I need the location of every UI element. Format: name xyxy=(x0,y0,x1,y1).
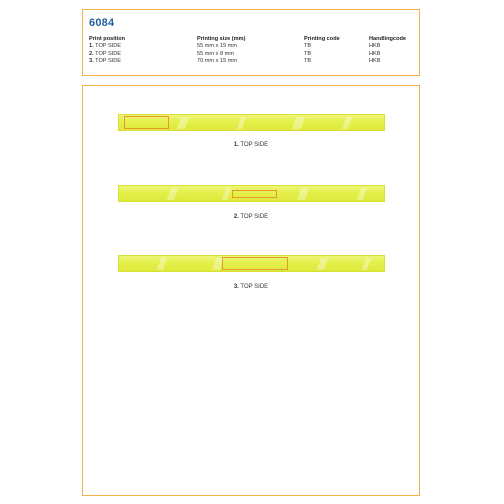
cell-printing-size: 55 mm x 8 mm xyxy=(197,50,234,57)
product-code: 6084 xyxy=(89,17,115,29)
print-area-outline xyxy=(124,116,169,129)
cell-printing-code: TB xyxy=(304,43,312,50)
row-number: 1. xyxy=(89,43,94,50)
position-text: TOP SIDE xyxy=(95,43,122,50)
print-view-3 xyxy=(83,252,419,302)
product-ruler-image xyxy=(118,255,385,272)
product-info-box xyxy=(82,9,420,76)
print-views-box xyxy=(82,85,420,496)
table-row xyxy=(89,43,415,50)
view-caption xyxy=(83,214,419,220)
header-handling-code: Handlingcode xyxy=(369,36,406,42)
position-text: TOP SIDE xyxy=(95,57,122,64)
cell-printing-size: 70 mm x 15 mm xyxy=(197,57,238,64)
caption-number: 3. xyxy=(233,284,239,290)
cell-handling-code: HKB xyxy=(369,43,381,50)
cell-printing-code: TB xyxy=(304,50,312,57)
cell-handling-code: HKB xyxy=(369,57,381,64)
cell-handling-code: HKB xyxy=(369,50,381,57)
table-header-row xyxy=(89,36,415,43)
cell-printing-code: TB xyxy=(304,57,312,64)
view-caption xyxy=(83,284,419,290)
print-area-outline xyxy=(222,257,288,270)
header-print-position: Print position xyxy=(89,36,126,42)
print-view-2 xyxy=(83,182,419,232)
product-ruler-image xyxy=(118,114,385,131)
caption-number: 2. xyxy=(233,214,239,220)
cell-print-position xyxy=(89,43,121,50)
header-printing-size: Printing size (mm) xyxy=(197,36,246,42)
table-row xyxy=(89,58,415,65)
caption-label: TOP SIDE xyxy=(240,142,269,148)
print-view-1 xyxy=(83,108,419,158)
print-area-outline xyxy=(232,190,277,198)
cell-print-position xyxy=(89,58,121,65)
print-spec-table xyxy=(89,36,415,65)
header-printing-code: Printing code xyxy=(304,36,340,42)
caption-label: TOP SIDE xyxy=(240,214,269,220)
row-number: 3. xyxy=(89,57,94,64)
view-caption xyxy=(83,142,419,148)
caption-label: TOP SIDE xyxy=(240,284,269,290)
cell-printing-size: 55 mm x 15 mm xyxy=(197,43,238,50)
product-ruler-image xyxy=(118,185,385,202)
cell-print-position xyxy=(89,51,121,58)
position-text: TOP SIDE xyxy=(95,50,122,57)
table-row xyxy=(89,51,415,58)
caption-number: 1. xyxy=(233,142,239,148)
row-number: 2. xyxy=(89,50,94,57)
